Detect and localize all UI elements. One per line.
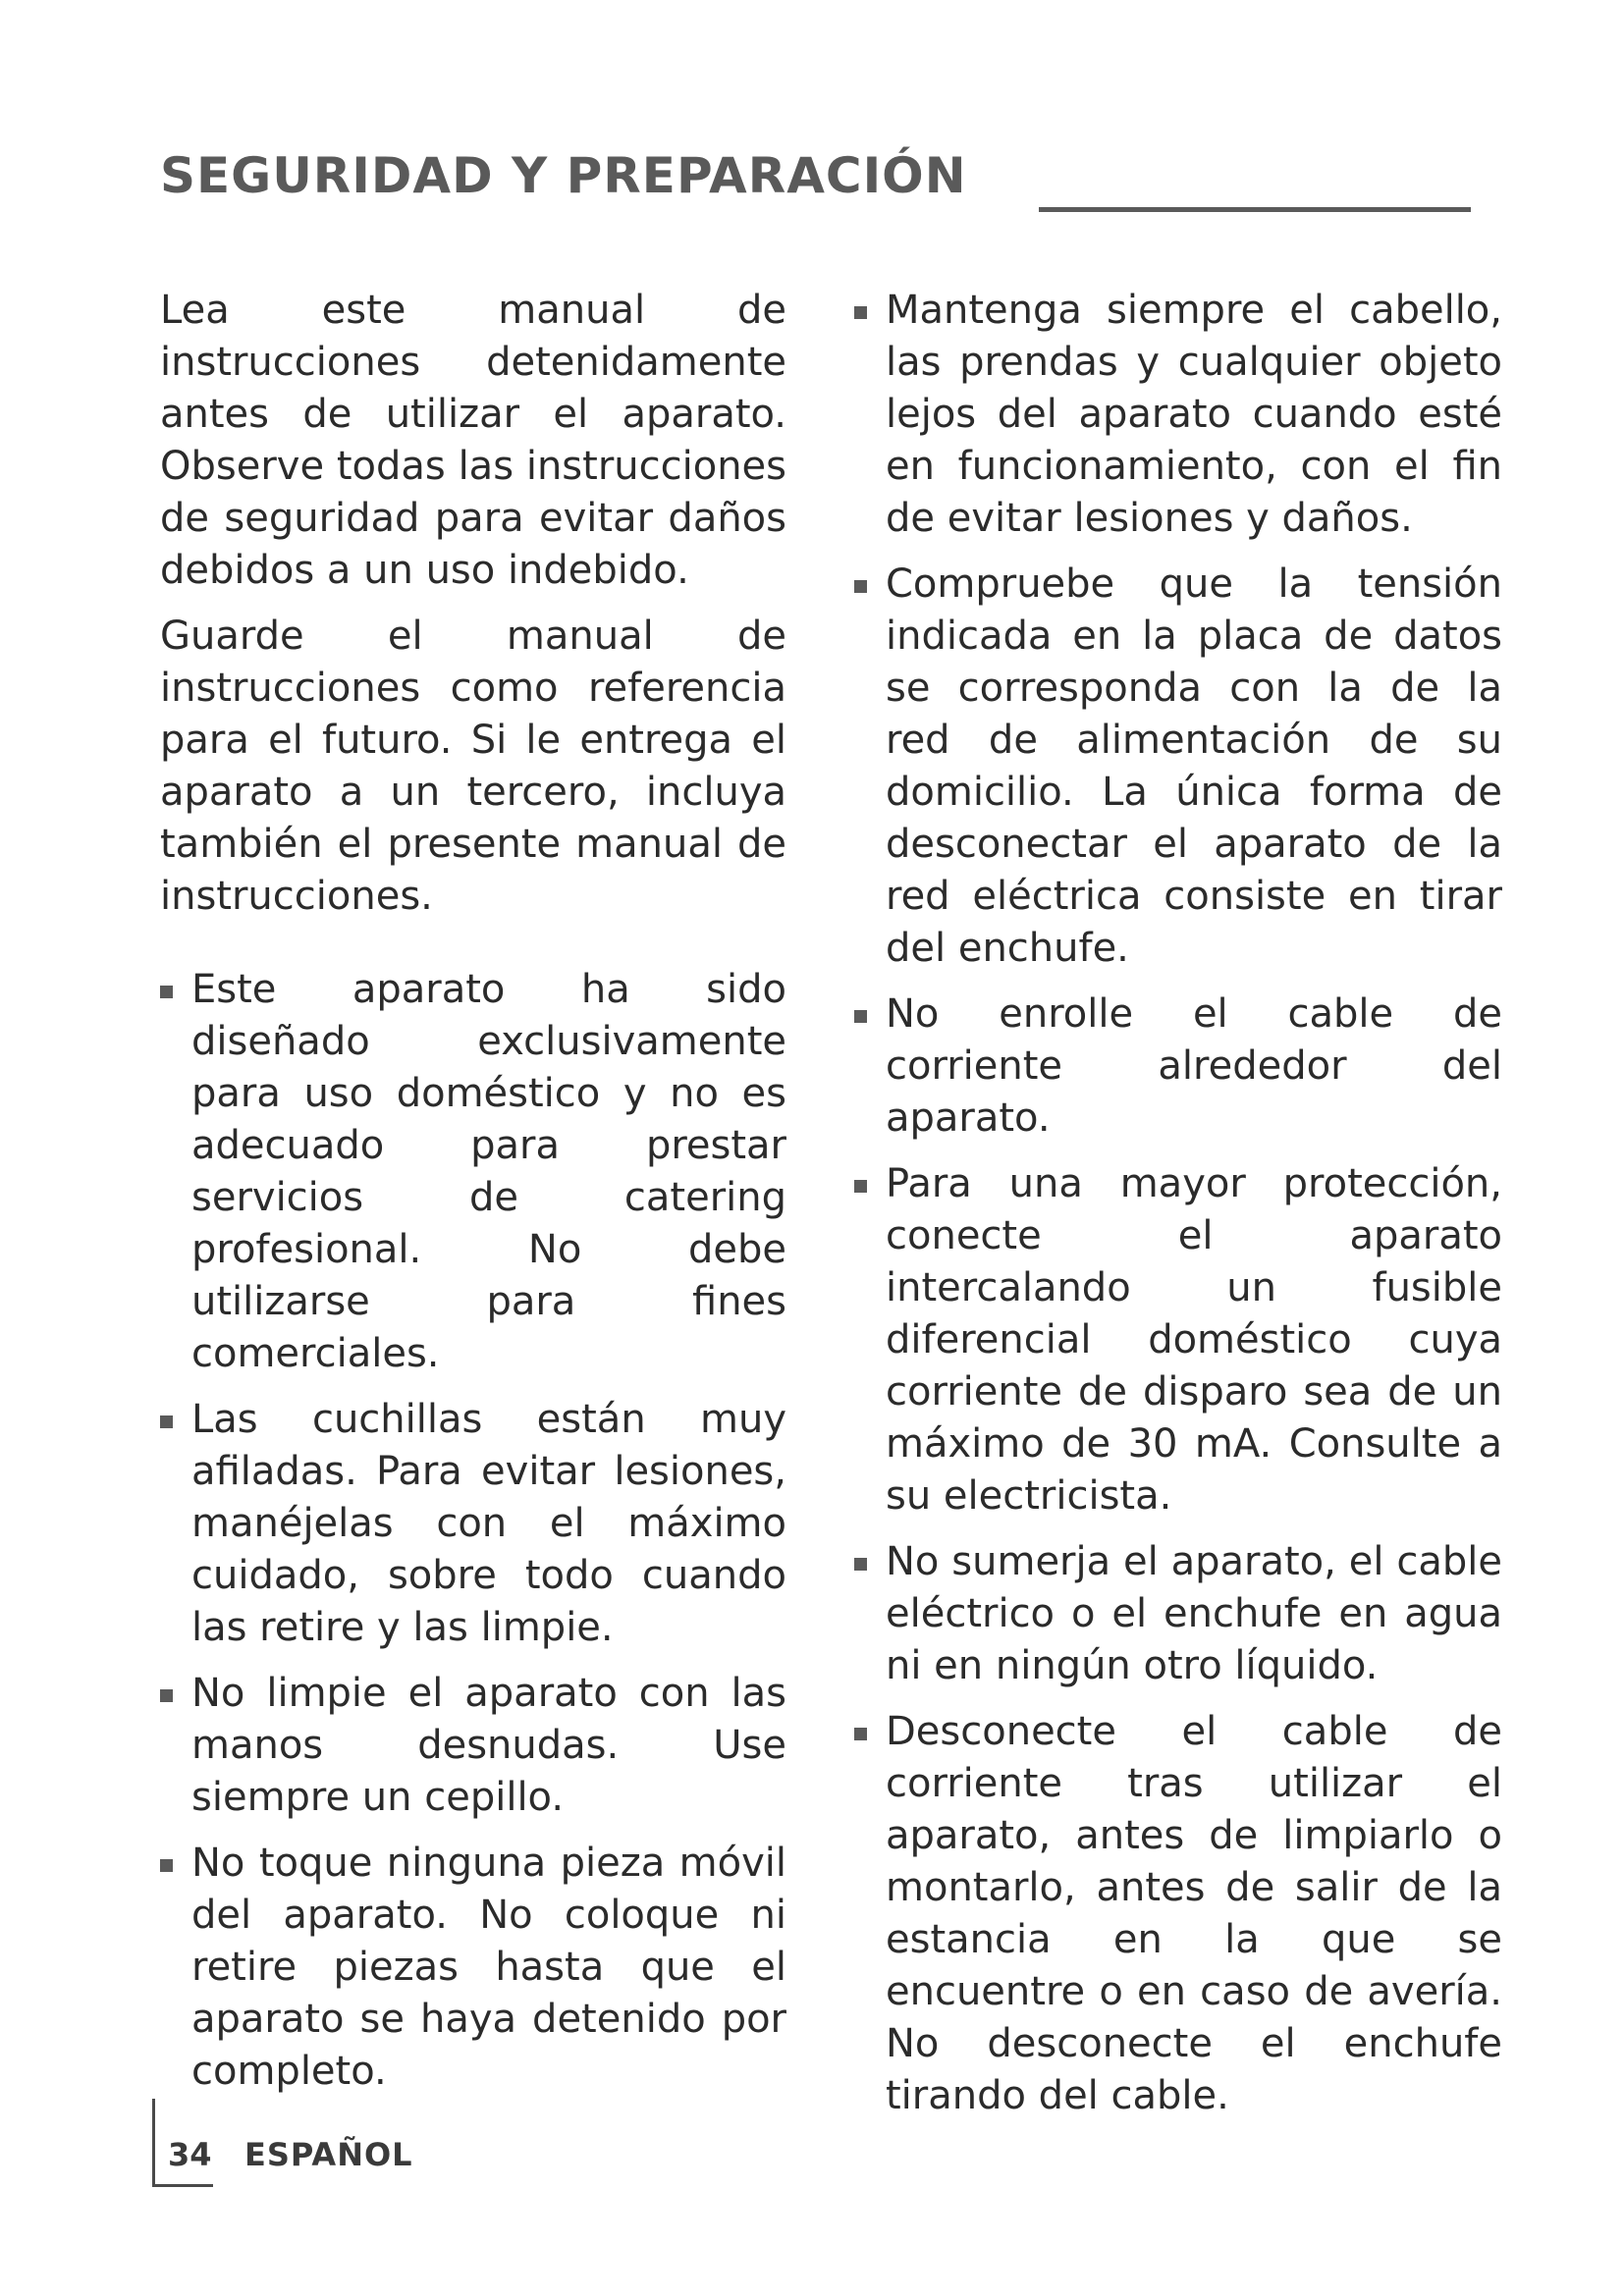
page-title: SEGURIDAD Y PREPARACIÓN: [160, 147, 967, 204]
square-bullet-icon: [160, 1859, 173, 1872]
right-bullet-list: [854, 285, 1502, 2122]
list-item: [854, 285, 1502, 545]
list-item: [854, 988, 1502, 1145]
list-item: [854, 1706, 1502, 2122]
list-item-text: Las cuchillas están muy afiladas. Para evitar lesiones, manéjelas con el máximo cuidado, sobre todo cuando las retire y las limpie.: [191, 1397, 786, 1650]
list-item: [160, 964, 786, 1380]
list-item: [854, 1158, 1502, 1522]
list-item-text: No enrolle el cable de corriente alrededor del aparato.: [886, 991, 1502, 1141]
list-item-text: Compruebe que la tensión indicada en la placa de datos se corresponda con la de la red de alimentación de su domicilio. La única forma de desconectar el aparato de la red eléctrica consiste en tirar del enchufe.: [886, 561, 1502, 971]
square-bullet-icon: [854, 1010, 867, 1023]
list-item-text: Mantenga siempre el cabello, las prendas y cualquier objeto lejos del aparato cuando esté en funcionamiento, con el fin de evitar lesiones y daños.: [886, 288, 1502, 541]
intro-paragraph: Lea este manual de instrucciones detenidamente antes de utilizar el aparato. Observe todas las instrucciones de seguridad para evitar daños debidos a un uso indebido.: [160, 288, 786, 593]
list-item-text: No limpie el aparato con las manos desnudas. Use siempre un cepillo.: [191, 1671, 786, 1820]
square-bullet-icon: [160, 986, 173, 998]
list-item: [160, 1394, 786, 1654]
footer-corner-rule: [152, 2184, 213, 2187]
square-bullet-icon: [854, 1180, 867, 1193]
left-column: [160, 285, 786, 2111]
square-bullet-icon: [854, 1558, 867, 1571]
list-item: [854, 1536, 1502, 1692]
square-bullet-icon: [160, 1689, 173, 1702]
page-footer: [152, 2099, 447, 2187]
footer-corner-rule: [152, 2099, 155, 2187]
square-bullet-icon: [160, 1415, 173, 1428]
right-column: [854, 285, 1502, 2136]
list-item-text: No toque ninguna pieza móvil del aparato. No coloque ni retire piezas hasta que el aparato se haya detenido por completo.: [191, 1841, 786, 2094]
list-item-text: No sumerja el aparato, el cable eléctrico o el enchufe en agua ni en ningún otro líquido.: [886, 1539, 1502, 1688]
list-item-text: Desconecte el cable de corriente tras utilizar el aparato, antes de limpiarlo o montarlo, antes de salir de la estancia en la que se encuentre o en caso de avería. No desconecte el enchufe tirando del cable.: [886, 1709, 1502, 2118]
page-number: 34: [168, 2136, 212, 2173]
list-item-text: Este aparato ha sido diseñado exclusivamente para uso doméstico y no es adecuado para prestar servicios de catering profesional. No debe utilizarse para fines comerciales.: [191, 967, 786, 1376]
footer-language: ESPAÑOL: [244, 2136, 413, 2173]
square-bullet-icon: [854, 1728, 867, 1740]
left-bullet-list: [160, 964, 786, 2098]
square-bullet-icon: [854, 580, 867, 593]
list-item: [160, 1668, 786, 1824]
square-bullet-icon: [854, 306, 867, 319]
list-item: [854, 559, 1502, 975]
intro-paragraph: Guarde el manual de instrucciones como referencia para el futuro. Si le entrega el aparato a un tercero, incluya también el presente manual de instrucciones.: [160, 614, 786, 919]
list-item-text: Para una mayor protección, conecte el aparato intercalando un fusible diferencial doméstico cuya corriente de disparo sea de un máximo de 30 mA. Consulte a su electricista.: [886, 1161, 1502, 1519]
list-item: [160, 1838, 786, 2098]
title-underline-rule: [1039, 207, 1471, 212]
